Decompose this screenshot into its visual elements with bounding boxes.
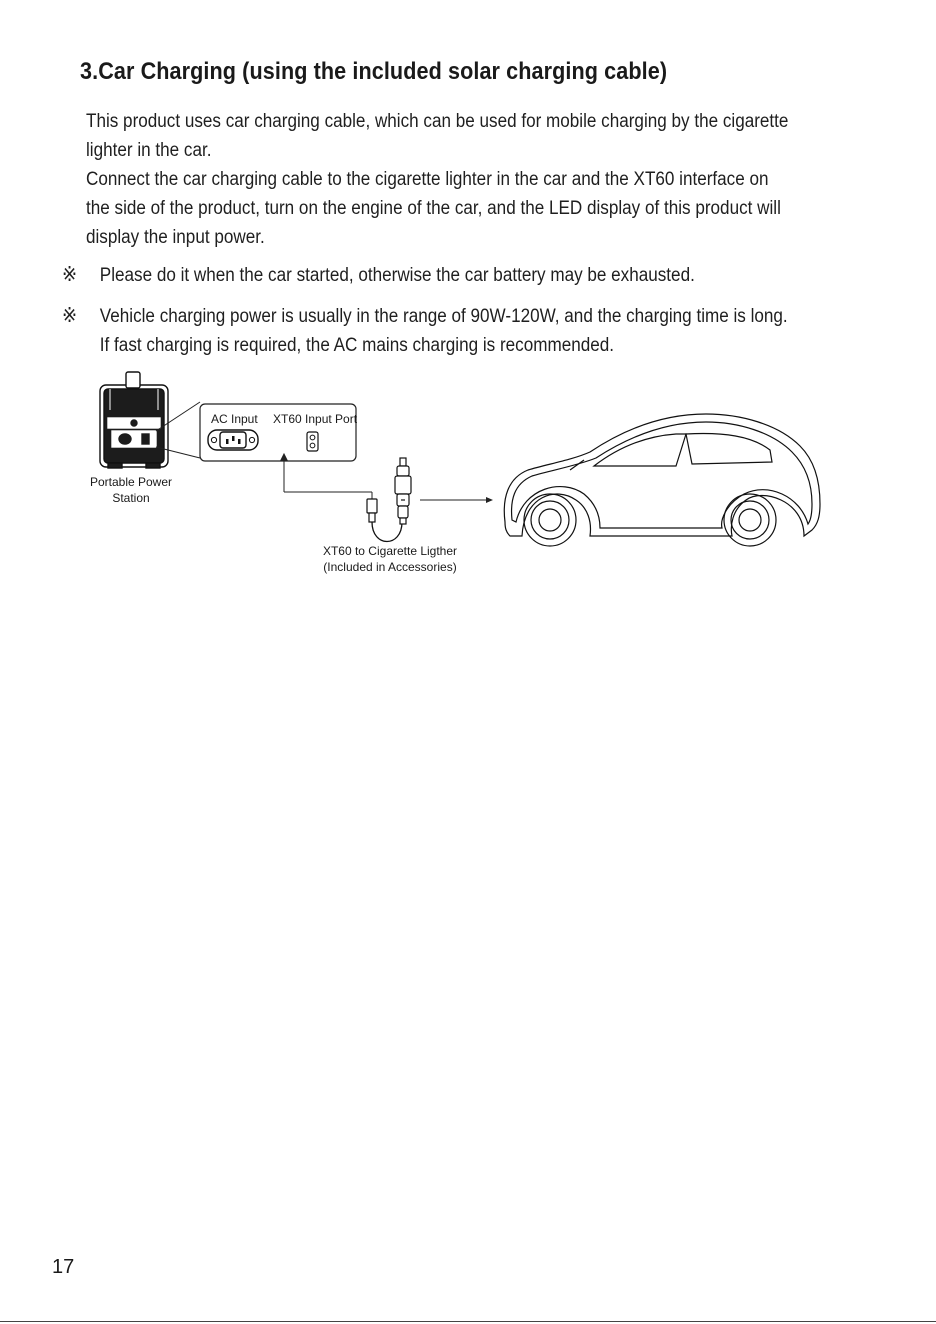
cable-label-line-2: (Included in Accessories) — [323, 560, 457, 574]
xt60-port-icon — [307, 432, 318, 451]
car-charging-diagram — [0, 360, 936, 600]
intro-line: the side of the product, turn on the engine of the car, and the LED display of this product will — [86, 198, 781, 219]
note-charging-power — [62, 302, 872, 360]
cable-label-line-1: XT60 to Cigarette Ligther — [322, 544, 458, 558]
ac-input-socket-icon — [208, 430, 258, 450]
bottom-rule — [0, 1321, 936, 1322]
station-label-line-2: Station — [112, 491, 150, 505]
note-line: Please do it when the car started, otherwise the car battery may be exhausted. — [99, 265, 695, 286]
intro-line: display the input power. — [86, 227, 265, 248]
cigarette-lighter-plug-icon — [395, 458, 411, 524]
intro-line: Connect the car charging cable to the cigarette lighter in the car and the XT60 interface on — [86, 169, 769, 190]
intro-line: lighter in the car. — [86, 140, 212, 161]
cable-loop — [372, 522, 402, 542]
xt60-plug-icon — [367, 499, 377, 522]
station-label-line-1: Portable Power — [89, 475, 173, 489]
port-callout-box — [200, 404, 358, 461]
portable-power-station-icon — [100, 372, 168, 468]
reference-mark-icon: ※ — [62, 305, 78, 327]
note-text — [100, 302, 872, 360]
note-text — [100, 261, 872, 290]
note-line: If fast charging is required, the AC mains charging is recommended. — [99, 335, 615, 356]
section-title: 3.Car Charging (using the included solar charging cable) — [80, 58, 668, 85]
ac-input-label: AC Input — [211, 412, 258, 426]
page-number: 17 — [52, 1256, 75, 1278]
note-engine-started — [62, 261, 872, 290]
note-line: Vehicle charging power is usually in the range of 90W-120W, and the charging time is long. — [99, 306, 788, 327]
xt60-input-port-label: XT60 Input Port — [273, 412, 358, 426]
intro-line: This product uses car charging cable, which can be used for mobile charging by the cigarette — [86, 111, 789, 132]
car-outline-icon — [504, 414, 820, 546]
reference-mark-icon: ※ — [62, 264, 78, 286]
intro-paragraph — [86, 107, 878, 252]
